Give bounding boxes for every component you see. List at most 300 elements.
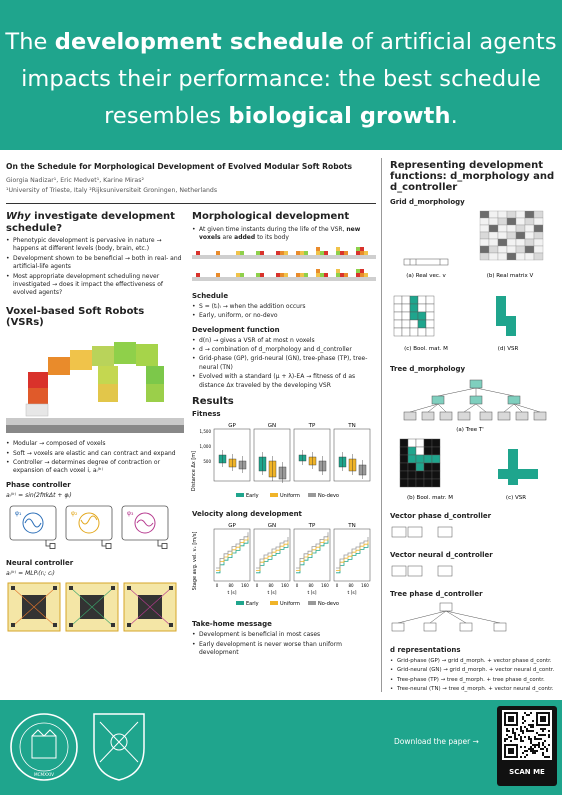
why-list bbox=[6, 237, 184, 298]
fitness-tick: 1,000 bbox=[199, 444, 211, 450]
bool-matrix-diagram bbox=[390, 294, 556, 356]
robot-voxel bbox=[324, 273, 328, 277]
fitness-legend bbox=[236, 493, 339, 499]
matrix-cell bbox=[525, 218, 534, 225]
robot-voxel bbox=[344, 251, 348, 255]
robot-voxel bbox=[320, 273, 324, 277]
matrix-cell bbox=[489, 225, 498, 232]
bool-cell bbox=[418, 328, 426, 336]
tree-node bbox=[422, 412, 434, 420]
matrix-cell bbox=[525, 239, 534, 246]
bool-cell bbox=[400, 447, 408, 455]
caption-real-matrix: (b) Real matrix V bbox=[486, 273, 534, 279]
tree-node bbox=[440, 412, 452, 420]
matrix-cell bbox=[534, 211, 543, 218]
vector-neural-title: Vector neural d_controller bbox=[390, 551, 493, 560]
bool-cell bbox=[426, 312, 434, 320]
tree-title: Tree d_morphology bbox=[390, 364, 466, 373]
bool-cell bbox=[416, 455, 424, 463]
robot-voxel bbox=[304, 251, 308, 255]
drep-title: d representations bbox=[390, 645, 461, 654]
velocity-line bbox=[216, 538, 248, 572]
tree-node bbox=[458, 412, 470, 420]
robot-voxel bbox=[296, 251, 300, 255]
robot-voxel bbox=[196, 251, 200, 255]
velocity-xlabel: t [s] bbox=[347, 590, 357, 596]
legend-early: Early bbox=[246, 493, 259, 500]
matrix-cell bbox=[507, 211, 516, 218]
tree-node bbox=[508, 396, 520, 404]
phase-osc-2 bbox=[66, 506, 112, 549]
velocity-xtick: 80 bbox=[308, 582, 314, 588]
middle-column bbox=[192, 207, 376, 659]
bool-cell bbox=[400, 463, 408, 471]
fitness-ylabel: Distance Δx [m] bbox=[191, 451, 197, 492]
tree-edge bbox=[410, 404, 438, 412]
velocity-xtick: 0 bbox=[335, 582, 339, 588]
legend-nodevo: No-devo bbox=[318, 600, 339, 607]
velocity-xtick: 0 bbox=[295, 582, 299, 588]
velocity-line bbox=[336, 540, 368, 570]
matrix-cell bbox=[480, 253, 489, 260]
schedule-list bbox=[192, 303, 376, 321]
matrix-cell bbox=[534, 232, 543, 239]
title-banner bbox=[0, 0, 562, 150]
footer bbox=[0, 700, 562, 795]
neural-controller-title: Neural controller bbox=[6, 558, 74, 567]
matrix-cell bbox=[516, 225, 525, 232]
fitness-group-label: GN bbox=[267, 423, 277, 430]
results-title: Results bbox=[192, 395, 234, 407]
matrix-cell bbox=[480, 211, 489, 218]
caption-real-vec: (a) Real vec. v bbox=[406, 273, 446, 279]
bool-cell bbox=[424, 471, 432, 479]
matrix-cell bbox=[516, 232, 525, 239]
matrix-cell bbox=[534, 253, 543, 260]
matrix-cell bbox=[534, 246, 543, 253]
robot-voxel bbox=[280, 251, 284, 255]
devfn-list bbox=[192, 337, 376, 390]
bool-cell bbox=[408, 463, 416, 471]
matrix-cell bbox=[480, 225, 489, 232]
fitness-tick: 500 bbox=[203, 459, 211, 465]
robot-voxel bbox=[364, 273, 368, 277]
velocity-line bbox=[256, 543, 288, 572]
matrix-cell bbox=[516, 218, 525, 225]
bool-cell bbox=[418, 312, 426, 320]
schedule-title: Schedule bbox=[192, 291, 229, 300]
matrix-cell bbox=[507, 239, 516, 246]
robot-voxel bbox=[256, 251, 260, 255]
velocity-xtick: 160 bbox=[321, 582, 329, 588]
vector-neural-diagram bbox=[390, 562, 556, 582]
tree-edge bbox=[438, 404, 446, 412]
schedule-item: • S = (tᵢ)ᵢ → when the addition occurs bbox=[192, 303, 376, 311]
velocity-line bbox=[256, 537, 288, 568]
velocity-line bbox=[336, 537, 368, 568]
matrix-cell bbox=[516, 253, 525, 260]
drep-list bbox=[390, 657, 556, 694]
robot-voxel bbox=[344, 273, 348, 277]
matrix-cell bbox=[525, 232, 534, 239]
why-item: • Development shown to be beneficial → both in real- and artificial-life agents bbox=[6, 255, 184, 272]
tree-phase-title: Tree phase d_controller bbox=[390, 590, 483, 599]
bool-cell bbox=[400, 439, 408, 447]
paper-title: On the Schedule for Morphological Development of Evolved Modular Soft Robots bbox=[6, 162, 353, 171]
repr-title: Representing development functions: d_morphology and d_controller bbox=[390, 160, 555, 193]
velocity-xtick: 80 bbox=[268, 582, 274, 588]
velocity-chart bbox=[192, 521, 376, 609]
download-link[interactable]: Download the paper → bbox=[394, 737, 479, 746]
legend-nodevo: No-devo bbox=[318, 493, 339, 500]
caption-bool-mat: (c) Bool. mat. M bbox=[404, 346, 448, 353]
banner-line-1: The development schedule of artificial agents bbox=[5, 29, 557, 55]
bool-cell bbox=[426, 320, 434, 328]
tree-node bbox=[498, 412, 510, 420]
fitness-group-label: TN bbox=[348, 423, 356, 430]
matrix-cell bbox=[489, 253, 498, 260]
paper-affiliations: ¹University of Trieste, Italy ²Rijksuniversiteit Groningen, Netherlands bbox=[6, 187, 218, 195]
tree-edge bbox=[476, 388, 514, 396]
bool-cell bbox=[410, 328, 418, 336]
development-sequence bbox=[192, 243, 376, 283]
robot-voxel bbox=[300, 251, 304, 255]
bool-cell bbox=[410, 304, 418, 312]
tree-edge bbox=[504, 404, 514, 412]
morph-intro: • At given time instants during the life of the VSR, new voxels are added to its body bbox=[192, 226, 376, 243]
robot-voxel bbox=[316, 269, 320, 273]
university-seal-icon bbox=[8, 706, 80, 788]
vsr-list bbox=[6, 440, 184, 476]
neural-voxel-1 bbox=[8, 583, 60, 631]
bool-cell bbox=[432, 479, 440, 487]
column-divider bbox=[381, 158, 382, 692]
robot-voxel bbox=[356, 247, 360, 251]
fitness-group-label: GP bbox=[228, 423, 236, 430]
tree-edge bbox=[464, 404, 476, 412]
matrix-cell bbox=[516, 239, 525, 246]
morph-intro-list bbox=[192, 226, 376, 243]
robot-voxel bbox=[336, 247, 340, 251]
devfn-item: • Grid-phase (GP), grid-neural (GN), tree-phase (TP), tree-neural (TN) bbox=[192, 355, 376, 372]
why-item: • Phenotypic development is pervasive in nature → happens at different levels (body, brain, etc.) bbox=[6, 237, 184, 254]
robot-voxel bbox=[356, 251, 360, 255]
bool-cell bbox=[400, 471, 408, 479]
bool-cell bbox=[394, 296, 402, 304]
velocity-xlabel: t [s] bbox=[267, 590, 277, 596]
robot-voxel bbox=[300, 273, 304, 277]
matrix-cell bbox=[507, 253, 516, 260]
matrix-cell bbox=[480, 239, 489, 246]
right-column bbox=[390, 160, 556, 694]
tree-node bbox=[534, 412, 546, 420]
grid-morphology-diagram bbox=[390, 209, 556, 291]
morph-title: Morphological development bbox=[192, 211, 350, 222]
bool-cell bbox=[426, 328, 434, 336]
velocity-xtick: 160 bbox=[241, 582, 249, 588]
phase-controller-diagram bbox=[6, 504, 184, 550]
take-item: • Early development is never worse than uniform development bbox=[192, 641, 376, 658]
bool-cell bbox=[408, 479, 416, 487]
robot-voxel bbox=[260, 251, 264, 255]
caption-tree: (a) Tree T' bbox=[456, 426, 484, 433]
bool-cell bbox=[408, 455, 416, 463]
matrix-cell bbox=[507, 218, 516, 225]
vsr-robot-body bbox=[26, 342, 164, 416]
bool-cell bbox=[400, 455, 408, 463]
matrix-cell bbox=[534, 218, 543, 225]
why-title: Why investigate development schedule? bbox=[6, 211, 175, 234]
bool-cell bbox=[400, 479, 408, 487]
robot-voxel bbox=[236, 251, 240, 255]
bool-cell bbox=[424, 463, 432, 471]
robot-voxel bbox=[276, 273, 280, 277]
bool-cell bbox=[394, 328, 402, 336]
bool-cell bbox=[432, 447, 440, 455]
bool-cell bbox=[402, 304, 410, 312]
tree-node bbox=[404, 412, 416, 420]
left-column bbox=[6, 207, 184, 643]
robot-voxel bbox=[336, 273, 340, 277]
bool-cell bbox=[394, 304, 402, 312]
bool-cell bbox=[402, 296, 410, 304]
tree-node bbox=[516, 412, 528, 420]
robot-voxel bbox=[364, 251, 368, 255]
robot-voxel bbox=[260, 273, 264, 277]
paper-authors: Giorgia Nadizar¹, Eric Medvet¹, Karine Miras² bbox=[6, 177, 144, 184]
header-rule bbox=[6, 203, 376, 204]
bool-cell bbox=[402, 312, 410, 320]
velocity-xtick: 0 bbox=[215, 582, 219, 588]
matrix-cell bbox=[525, 253, 534, 260]
vsr-shape-2 bbox=[498, 449, 538, 485]
bool-cell bbox=[416, 463, 424, 471]
bool-cell bbox=[432, 463, 440, 471]
robot-voxel bbox=[356, 269, 360, 273]
robot-voxel bbox=[340, 273, 344, 277]
matrix-cell bbox=[489, 211, 498, 218]
tree-node bbox=[480, 412, 492, 420]
bool-cell bbox=[426, 304, 434, 312]
robot-voxel bbox=[296, 273, 300, 277]
tree-edge bbox=[476, 404, 486, 412]
matrix-cell bbox=[498, 239, 507, 246]
robot-voxel bbox=[236, 273, 240, 277]
robot-voxel bbox=[360, 269, 364, 273]
neural-formula: aᵢ⁽ᵏ⁾ = MLPᵢ(rᵢ; cᵢ) bbox=[6, 569, 55, 577]
legend-uniform: Uniform bbox=[280, 493, 300, 500]
matrix-cell bbox=[534, 239, 543, 246]
robot-voxel bbox=[240, 251, 244, 255]
robot-voxel bbox=[216, 251, 220, 255]
seal-motto: MCMXXIV bbox=[34, 772, 54, 777]
bool-cell bbox=[416, 471, 424, 479]
velocity-xtick: 0 bbox=[255, 582, 259, 588]
phase-label-2: φ₂ bbox=[71, 510, 78, 518]
matrix-cell bbox=[534, 225, 543, 232]
velocity-legend bbox=[236, 601, 339, 607]
neural-voxel-2 bbox=[66, 583, 118, 631]
robot-voxel bbox=[276, 251, 280, 255]
robot-voxel bbox=[256, 273, 260, 277]
robot-voxel bbox=[356, 273, 360, 277]
bool-cell bbox=[416, 447, 424, 455]
robot-voxel bbox=[284, 251, 288, 255]
velocity-xlabel: t [s] bbox=[307, 590, 317, 596]
devfn-item: • d(n) → gives a VSR of at most n voxels bbox=[192, 337, 376, 345]
robot-voxel bbox=[316, 251, 320, 255]
fitness-title: Fitness bbox=[192, 410, 221, 419]
tree-bool-diagram bbox=[390, 437, 556, 503]
matrix-cell bbox=[489, 218, 498, 225]
devfn-title: Development function bbox=[192, 325, 280, 334]
robot-voxel bbox=[360, 247, 364, 251]
caption-bool-matr: (b) Bool. matr. M bbox=[407, 495, 453, 502]
velocity-group-label: TP bbox=[308, 522, 316, 529]
vector-phase-title: Vector phase d_controller bbox=[390, 511, 492, 520]
matrix-cell bbox=[489, 246, 498, 253]
phase-osc-3 bbox=[122, 506, 168, 549]
bool-cell bbox=[432, 455, 440, 463]
phase-formula: aᵢ⁽ᵏ⁾ = sin(2fπkΔt + φᵢ) bbox=[6, 491, 72, 499]
vsr-item: • Controller → determines degree of contraction or expansion of each voxel i, aᵢ⁽ᵏ⁾ bbox=[6, 459, 184, 476]
bool-cell bbox=[416, 479, 424, 487]
ground-strip bbox=[6, 418, 184, 425]
vsr-item: • Modular → composed of voxels bbox=[6, 440, 184, 448]
velocity-xlabel: t [s] bbox=[227, 590, 237, 596]
caption-vsr: (d) VSR bbox=[497, 346, 519, 353]
bool-cell bbox=[424, 447, 432, 455]
matrix-cell bbox=[498, 253, 507, 260]
phase-label-1: φ₁ bbox=[15, 510, 22, 518]
real-vector bbox=[404, 259, 448, 265]
vector-phase-diagram bbox=[390, 523, 556, 543]
velocity-xtick: 80 bbox=[228, 582, 234, 588]
matrix-cell bbox=[480, 246, 489, 253]
tree-phase-diagram bbox=[390, 601, 556, 637]
bool-cell bbox=[394, 320, 402, 328]
bool-cell bbox=[432, 439, 440, 447]
bool-cell bbox=[426, 296, 434, 304]
drep-item: • Tree-phase (TP) → tree d_morph. + tree phase d_contr. bbox=[390, 676, 556, 684]
bool-cell bbox=[402, 320, 410, 328]
vsr-shape-1 bbox=[496, 296, 516, 336]
matrix-cell bbox=[525, 225, 534, 232]
matrix-cell bbox=[489, 239, 498, 246]
matrix-cell bbox=[480, 218, 489, 225]
bool-cell bbox=[418, 296, 426, 304]
devfn-item: • Evolved with a standard (μ + λ)-EA → fitness of d as distance Δx traveled by the developing VSR bbox=[192, 373, 376, 390]
fitness-group-label: TP bbox=[308, 423, 316, 430]
velocity-line bbox=[256, 540, 288, 570]
matrix-cell bbox=[507, 246, 516, 253]
neural-controller-diagram bbox=[6, 581, 184, 639]
bool-cell bbox=[402, 328, 410, 336]
robot-voxel bbox=[340, 251, 344, 255]
bool-cell bbox=[408, 471, 416, 479]
velocity-xtick: 160 bbox=[361, 582, 369, 588]
phase-osc-1 bbox=[10, 506, 56, 549]
bool-cell bbox=[424, 439, 432, 447]
velocity-line bbox=[336, 543, 368, 572]
banner-line-3: resembles biological growth. bbox=[104, 103, 458, 129]
schedule-item: • Early, uniform, or no-devo bbox=[192, 312, 376, 320]
legend-uniform: Uniform bbox=[280, 600, 300, 607]
bool-cell bbox=[410, 312, 418, 320]
why-item: • Most appropriate development scheduling never investigated → does it impact the effectiveness of evolved agents? bbox=[6, 273, 184, 298]
matrix-cell bbox=[498, 211, 507, 218]
bool-cell bbox=[410, 320, 418, 328]
scan-me-label: SCAN ME bbox=[509, 768, 545, 776]
take-title: Take-home message bbox=[192, 620, 272, 629]
vsr-title: Voxel-based Soft Robots (VSRs) bbox=[6, 305, 145, 329]
phase-label-3: φ₃ bbox=[127, 510, 134, 518]
velocity-group-label: GP bbox=[228, 522, 236, 529]
robot-voxel bbox=[324, 251, 328, 255]
velocity-line bbox=[216, 532, 248, 568]
tree-edge bbox=[438, 388, 476, 396]
robot-voxel bbox=[360, 251, 364, 255]
bool-cell bbox=[418, 320, 426, 328]
qr-card[interactable] bbox=[497, 706, 557, 786]
groningen-crest-icon bbox=[88, 708, 150, 784]
velocity-line bbox=[296, 538, 328, 572]
bool-cell bbox=[424, 479, 432, 487]
neural-voxel-3 bbox=[124, 583, 176, 631]
matrix-cell bbox=[489, 232, 498, 239]
robot-voxel bbox=[316, 247, 320, 251]
tree-node bbox=[470, 396, 482, 404]
velocity-title: Velocity along development bbox=[192, 509, 302, 518]
phase-controller-title: Phase controller bbox=[6, 480, 71, 489]
fitness-tick: 1,500 bbox=[199, 429, 211, 435]
banner-line-2: impacts their performance: the best schedule bbox=[21, 66, 541, 92]
grid-title: Grid d_morphology bbox=[390, 198, 465, 206]
velocity-xtick: 160 bbox=[281, 582, 289, 588]
matrix-cell bbox=[516, 211, 525, 218]
bool-cell bbox=[410, 296, 418, 304]
ground bbox=[6, 425, 184, 433]
robot-voxel bbox=[320, 251, 324, 255]
vsr-item: • Soft → voxels are elastic and can contract and expand bbox=[6, 450, 184, 458]
fitness-chart bbox=[192, 421, 376, 501]
legend-early: Early bbox=[246, 600, 259, 607]
matrix-cell bbox=[498, 218, 507, 225]
paper-header bbox=[6, 162, 376, 196]
velocity-xtick: 80 bbox=[348, 582, 354, 588]
velocity-group-label: GN bbox=[267, 522, 277, 529]
velocity-ylabel: Stage avg. vel. vₓ [m/s] bbox=[192, 531, 198, 591]
matrix-cell bbox=[498, 232, 507, 239]
matrix-cell bbox=[525, 246, 534, 253]
robot-voxel bbox=[336, 251, 340, 255]
bool-cell bbox=[394, 312, 402, 320]
velocity-group-label: TN bbox=[348, 522, 356, 529]
matrix-cell bbox=[525, 211, 534, 218]
matrix-cell bbox=[498, 246, 507, 253]
tree-node bbox=[470, 380, 482, 388]
tree-node bbox=[432, 396, 444, 404]
velocity-line bbox=[296, 532, 328, 568]
devfn-item: • d → combination of d_morphology and d_controller bbox=[192, 346, 376, 354]
robot-voxel bbox=[196, 273, 200, 277]
drep-item: • Tree-neural (TN) → tree d_morph. + vector neural d_contr. bbox=[390, 685, 556, 693]
bool-cell bbox=[418, 304, 426, 312]
take-list bbox=[192, 631, 376, 657]
bool-cell bbox=[432, 471, 440, 479]
drep-item: • Grid-neural (GN) → grid d_morph. + vector neural d_contr. bbox=[390, 666, 556, 674]
robot-voxel bbox=[316, 273, 320, 277]
